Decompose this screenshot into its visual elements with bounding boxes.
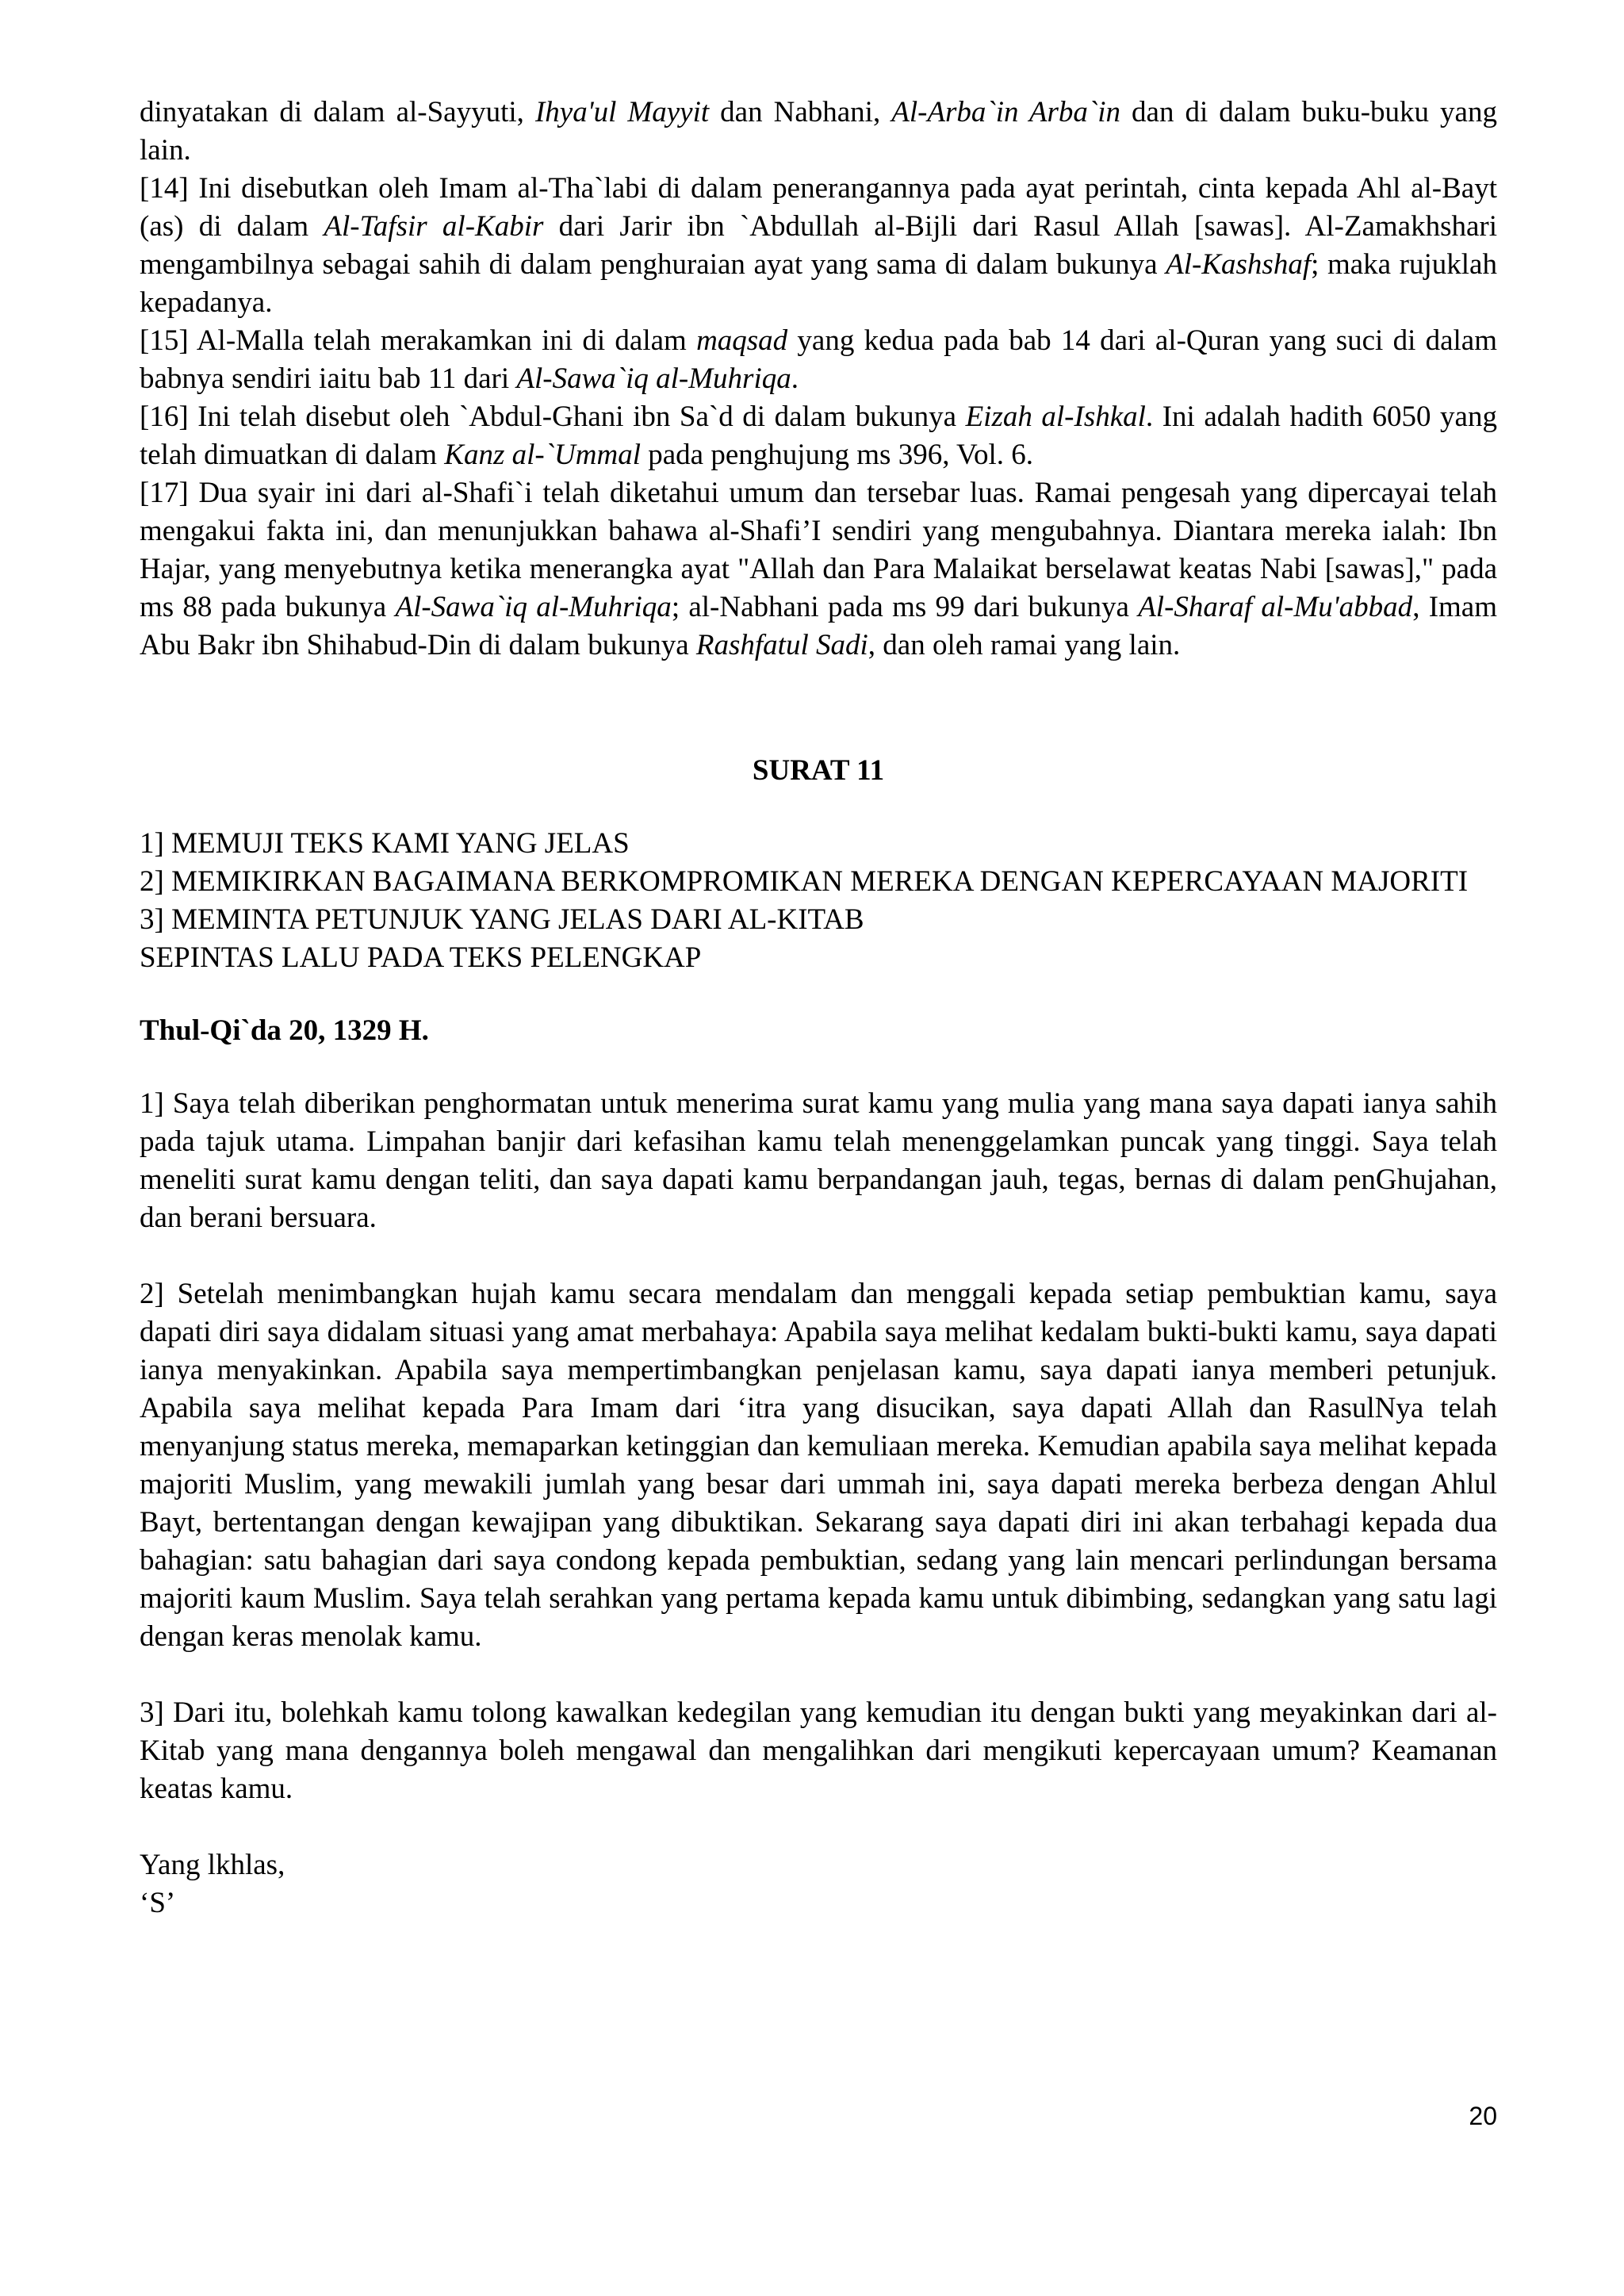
footnote-text: ; maka rujuklah kepadanya.	[140, 248, 1497, 319]
footnote-text: .	[791, 362, 799, 395]
footnote-title: Rashfatul Sadi	[695, 629, 868, 661]
footnotes-section	[140, 94, 1497, 665]
footnote-text: , dan oleh ramai yang lain.	[868, 629, 1181, 661]
body-paragraph-2: 2] Setelah menimbangkan hujah kamu secara mendalam dan menggali kepada setiap pembuktian kamu, saya dapati diri saya didalam situasi yang amat merbahaya: Apabila saya melihat kedalam bukti-bukti kamu, saya dapati ianya menyakinkan. Apabila saya mempertimbangkan penjelasan kamu, saya dapati ianya memberi petunjuk. Apabila saya melihat kepada Para Imam dari ‘itra yang disucikan, saya dapati Allah dan RasulNya telah menyanjung status mereka, memaparkan ketinggian dan kemuliaan mereka. Kemudian apabila saya melihat kepada majoriti Muslim, yang mewakili jumlah yang besar dari ummah ini, saya dapati mereka berbeza dengan Ahlul Bayt, bertentangan dengan kewajipan yang dibuktikan. Sekarang saya dapati diri ini akan terbahagi kepada dua bahagian: satu bahagian dari saya condong kepada pembuktian, sedang yang lain mencari perlindungan bersama majoriti kaum Muslim. Saya telah serahkan yang pertama kepada kamu untuk dibimbing, sedangkan yang satu lagi dengan keras menolak kamu.	[140, 1278, 1497, 1653]
footnote-text: dinyatakan di dalam al-Sayyuti,	[140, 96, 535, 128]
letter-date: Thul-Qi`da 20, 1329 H.	[140, 1014, 429, 1047]
footnote-text: yang kedua pada bab 14 dari al-Quran yang suci di dalam babnya sendiri iaitu bab 11 dari	[140, 324, 1497, 395]
footnote-title: Kanz al-`Ummal	[444, 439, 641, 471]
footnote-title: Al-Sawa`iq al-Muhriqa	[395, 591, 672, 623]
footnote-fn-14	[140, 170, 1497, 322]
footnote-title: Eizah al-Ishkal	[965, 401, 1146, 433]
footnote-text: . Ini adalah hadith 6050 yang telah dimuatkan di dalam	[140, 401, 1497, 471]
page-number: 20	[1469, 2102, 1497, 2130]
closing-salutation: Yang lkhlas,	[140, 1849, 285, 1881]
page-content	[140, 94, 1497, 1922]
summary-line-4: SEPINTAS LALU PADA TEKS PELENGKAP	[140, 941, 702, 974]
body-paragraph-3: 3] Dari itu, bolehkah kamu tolong kawalkan kedegilan yang kemudian itu dengan bukti yang meyakinkan dari al-Kitab yang mana dengannya boleh mengawal dan mengalihkan dari mengikuti kepercayaan umum? Keamanan keatas kamu.	[140, 1696, 1497, 1805]
footnote-fn-17	[140, 474, 1497, 665]
footnote-fn-15	[140, 322, 1497, 398]
footnote-title: maqsad	[696, 324, 788, 357]
footnote-text: [17] Dua syair ini dari al-Shafi`i telah diketahui umum dan tersebar luas. Ramai pengesah yang dipercayai telah mengakui fakta ini, dan menunjukkan bahawa al-Shafi’I sendiri yang mengubahnya. Diantara mereka ialah: Ibn Hajar, yang menyebutnya ketika menerangka ayat "Allah dan Para Malaikat berselawat keatas Nabi [sawas]," pada ms 88 pada bukunya	[140, 477, 1497, 623]
footnote-text: [14] Ini disebutkan oleh Imam al-Tha`labi di dalam penerangannya pada ayat perintah, cinta kepada Ahl al-Bayt (as) di dalam	[140, 172, 1497, 243]
summary-line-1: 1] MEMUJI TEKS KAMI YANG JELAS	[140, 827, 630, 860]
footnote-title: Al-Tafsir al-Kabir	[324, 210, 544, 243]
footnote-text: [15] Al-Malla telah merakamkan ini di dalam	[140, 324, 697, 357]
footnote-fn-13-cont	[140, 94, 1497, 170]
footnote-title: Al-Arba`in Arba`in	[891, 96, 1120, 128]
footnote-text: dan di dalam buku-buku yang lain.	[140, 96, 1497, 167]
footnote-title: Al-Kashshaf	[1166, 248, 1312, 281]
footnote-title: Al-Sharaf al-Mu'abbad	[1138, 591, 1413, 623]
summary-line-3: 3] MEMINTA PETUNJUK YANG JELAS DARI AL-KITAB	[140, 903, 864, 936]
footnote-text: dari Jarir ibn `Abdullah al-Bijli dari Rasul Allah [sawas]. Al-Zamakhshari mengambilnya sebagai sahih di dalam penghuraian ayat yang sama di dalam bukunya	[140, 210, 1497, 281]
letter-heading: SURAT 11	[752, 754, 885, 787]
summary-line-2: 2] MEMIKIRKAN BAGAIMANA BERKOMPROMIKAN MEREKA DENGAN KEPERCAYAAN MAJORITI	[140, 865, 1469, 898]
footnote-text: dan Nabhani,	[709, 96, 892, 128]
footnote-fn-16	[140, 398, 1497, 474]
body-paragraph-1: 1] Saya telah diberikan penghormatan untuk menerima surat kamu yang mulia yang mana saya dapati ianya sahih pada tajuk utama. Limpahan banjir dari kefasihan kamu telah menenggelamkan puncak yang tinggi. Saya telah meneliti surat kamu dengan teliti, dan saya dapati kamu berpandangan jauh, tegas, bernas di dalam penGhujahan, dan berani bersuara.	[140, 1087, 1497, 1234]
signature: ‘S’	[140, 1887, 176, 1919]
footnote-title: Ihya'ul Mayyit	[534, 96, 710, 128]
footnote-text: , Imam Abu Bakr ibn Shihabud-Din di dalam bukunya	[140, 591, 1497, 661]
footnote-title: Al-Sawa`iq al-Muhriqa	[516, 362, 791, 395]
footnote-text: ; al-Nabhani pada ms 99 dari bukunya	[671, 591, 1139, 623]
footnote-text: [16] Ini telah disebut oleh `Abdul-Ghani ibn Sa`d di dalam bukunya	[140, 401, 966, 433]
footnote-text: pada penghujung ms 396, Vol. 6.	[640, 439, 1034, 471]
letter-summary	[140, 825, 1497, 977]
